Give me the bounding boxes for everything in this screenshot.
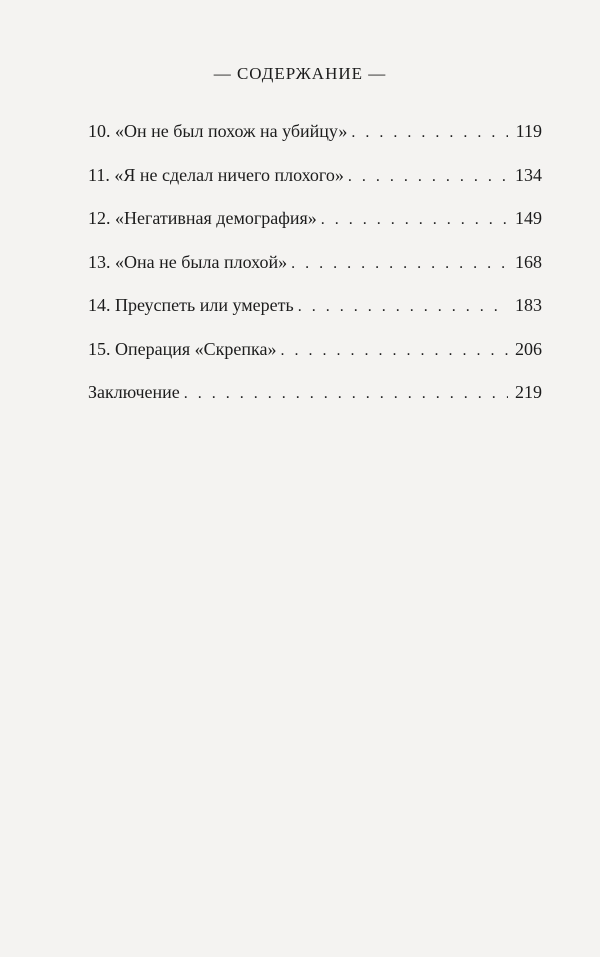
dot-leader <box>291 242 508 286</box>
toc-entry-12[interactable] <box>88 197 542 241</box>
toc-entry-conclusion[interactable] <box>88 371 542 415</box>
dot-leader <box>298 285 508 329</box>
toc-entry-page: 183 <box>515 295 542 315</box>
toc-entry-title: 10. «Он не был похож на убийцу» <box>88 121 348 141</box>
toc-entry-title: 12. «Негативная демография» <box>88 208 317 228</box>
toc-entry-page: 119 <box>515 121 542 141</box>
toc-entry-page: 168 <box>515 251 542 272</box>
toc-entry-page: 134 <box>515 164 542 185</box>
toc-entry-title: 13. «Она не была плохой» <box>88 251 288 272</box>
toc-entry-page: 149 <box>515 208 542 228</box>
toc-entry-page: 219 <box>515 382 542 402</box>
page-title: — СОДЕРЖАНИЕ — <box>213 64 387 83</box>
toc-entry-10[interactable] <box>88 110 542 154</box>
toc-entry-15[interactable] <box>88 328 542 372</box>
table-of-contents <box>88 110 542 415</box>
dot-leader <box>348 155 508 199</box>
toc-entry-title: 14. Преуспеть или умереть <box>88 295 294 315</box>
toc-entry-13[interactable] <box>88 241 542 285</box>
dot-leader <box>281 329 509 373</box>
toc-entry-title: Заключение <box>88 382 180 402</box>
toc-entry-title: 15. Операция «Скрепка» <box>88 338 277 359</box>
toc-entry-title: 11. «Я не сделал ничего плохого» <box>88 164 344 185</box>
toc-entry-page: 206 <box>515 338 542 359</box>
toc-entry-11[interactable] <box>88 154 542 198</box>
toc-entry-14[interactable] <box>88 284 542 328</box>
dot-leader <box>351 111 508 155</box>
dot-leader <box>184 372 508 416</box>
dot-leader <box>321 198 508 242</box>
